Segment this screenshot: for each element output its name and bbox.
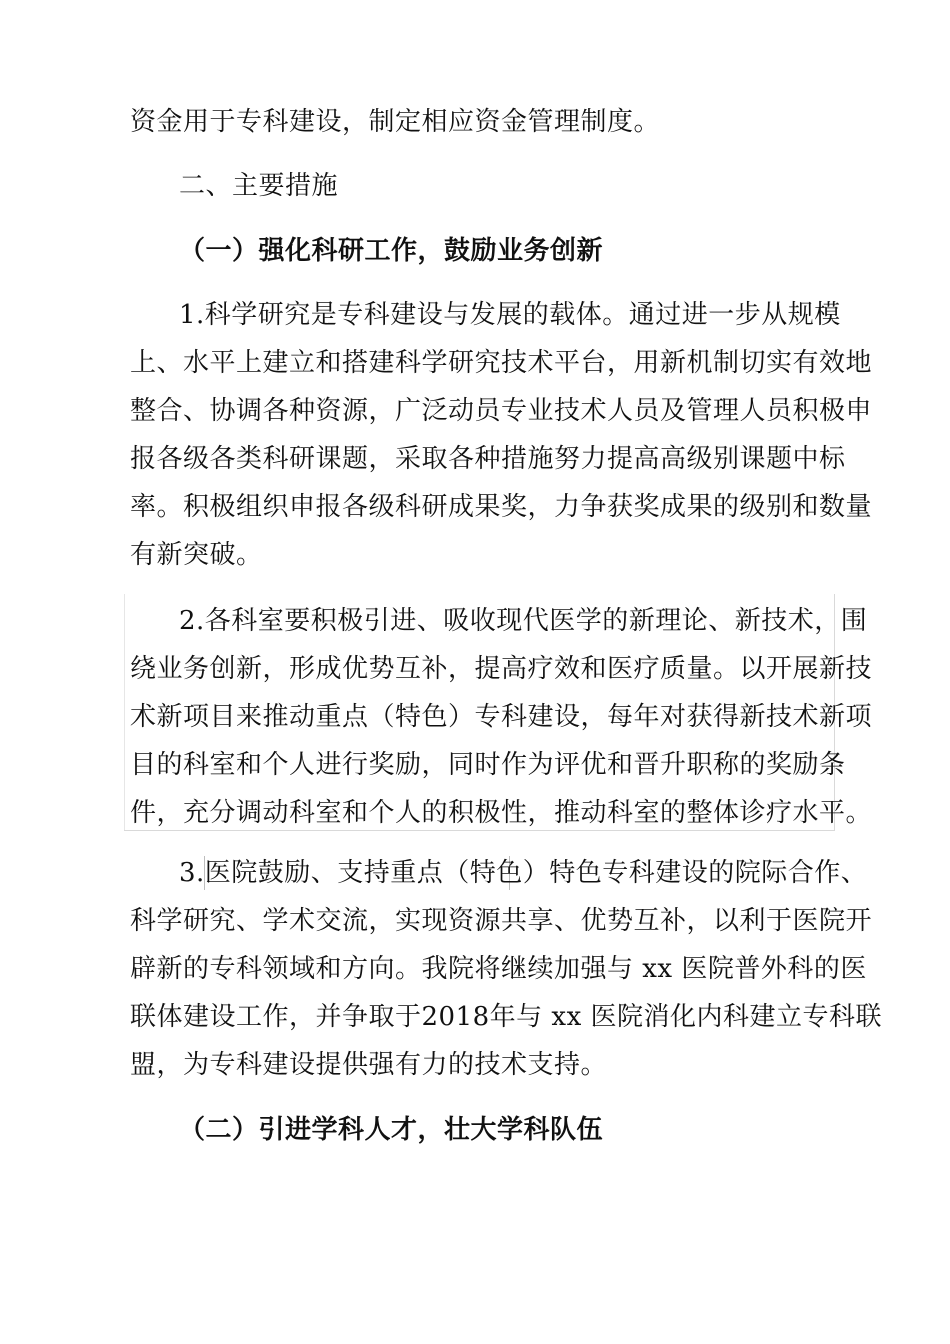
- paragraph-line: 2.各科室要积极引进、吸收现代医学的新理论、新技术，围: [179, 606, 868, 636]
- paragraph-line: 报各级各类科研课题，采取各种措施努力提高高级别课题中标: [130, 444, 846, 474]
- paragraph-line: 资金用于专科建设，制定相应资金管理制度。: [130, 107, 661, 137]
- paragraph-line: 率。积极组织申报各级科研成果奖，力争获奖成果的级别和数量: [130, 492, 873, 522]
- paragraph-line: 整合、协调各种资源，广泛动员专业技术人员及管理人员积极申: [130, 396, 873, 426]
- paragraph-line: 1.科学研究是专科建设与发展的载体。通过进一步从规模: [179, 300, 841, 330]
- paragraph-line: 件，充分调动科室和个人的积极性，推动科室的整体诊疗水平。: [130, 798, 873, 828]
- paragraph-line: 有新突破。: [130, 540, 263, 570]
- paragraph-line: 目的科室和个人进行奖励，同时作为评优和晋升职称的奖励条: [130, 750, 846, 780]
- paragraph-line: 术新项目来推动重点（特色）专科建设，每年对获得新技术新项: [130, 702, 873, 732]
- paragraph-frame-edge: [124, 594, 125, 830]
- paragraph-line: 盟，为专科建设提供强有力的技术支持。: [130, 1050, 608, 1080]
- paragraph-line: 科学研究、学术交流，实现资源共享、优势互补，以利于医院开: [130, 906, 873, 936]
- subsection-heading: （二）引进学科人才，壮大学科队伍: [179, 1115, 604, 1145]
- paragraph-line: 上、水平上建立和搭建科学研究技术平台，用新机制切实有效地: [130, 348, 873, 378]
- subsection-heading: （一）强化科研工作，鼓励业务创新: [179, 236, 604, 266]
- section-heading: 二、主要措施: [179, 171, 339, 201]
- paragraph-line: 辟新的专科领域和方向。我院将继续加强与 xx 医院普外科的医: [130, 954, 867, 984]
- paragraph-line: 联体建设工作，并争取于2018年与 xx 医院消化内科建立专科联: [130, 1002, 883, 1032]
- paragraph-line: 绕业务创新，形成优势互补，提高疗效和医疗质量。以开展新技: [130, 654, 873, 684]
- paragraph-line: 3.医院鼓励、支持重点（特色）特色专科建设的院际合作、: [179, 858, 868, 888]
